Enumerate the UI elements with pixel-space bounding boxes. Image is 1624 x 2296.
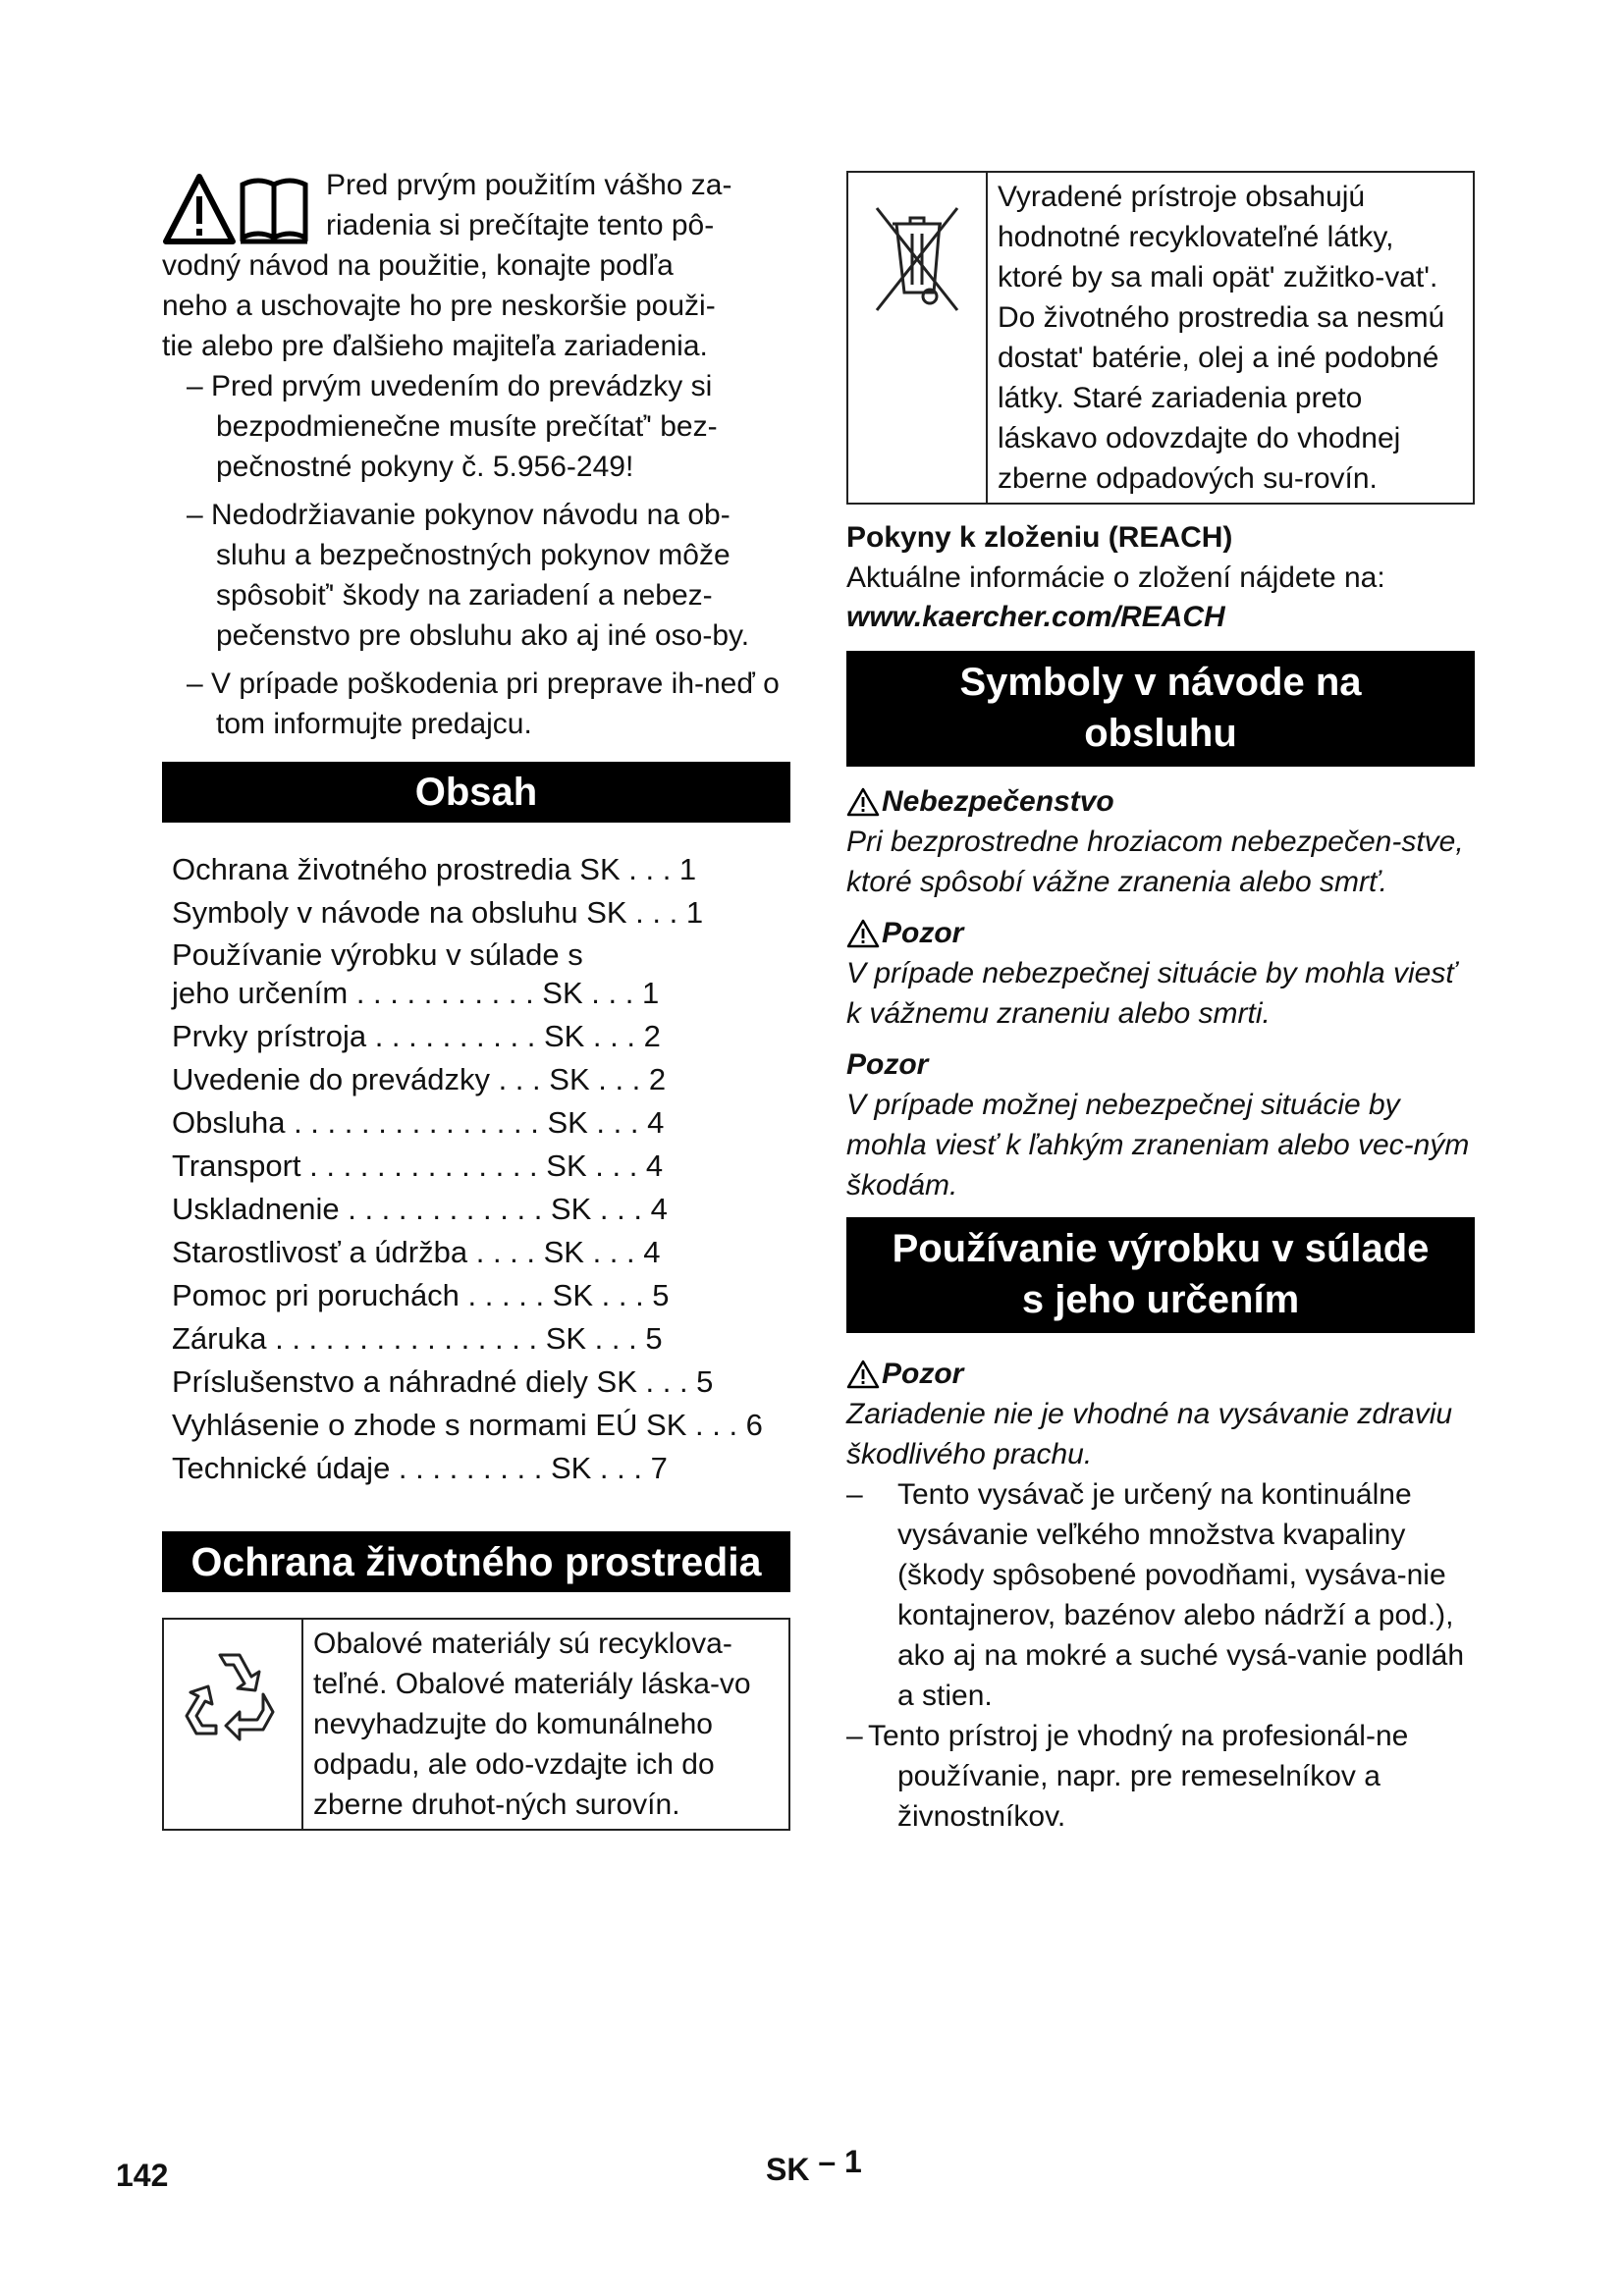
device-disposal-box: [846, 171, 1475, 505]
toc-item[interactable]: Transport . . . . . . . . . . . . . . SK . . . 4: [172, 1148, 664, 1183]
toc-item[interactable]: Technické údaje . . . . . . . . . SK . . . 7: [172, 1451, 668, 1485]
toc-item[interactable]: Príslušenstvo a náhradné diely SK . . . 5: [172, 1364, 714, 1399]
toc-item[interactable]: Obsluha . . . . . . . . . . . . . . . SK . . . 4: [172, 1105, 665, 1140]
reach-title: Pokyny k zloženiu (REACH): [846, 521, 1233, 554]
recycle-icon: [179, 1645, 287, 1753]
device-disposal-text: Vyradené prístroje obsahujú hodnotné recyklovateľné látky, ktoré by sa mali opät' zužitko-vat'. Do životného prostredia sa nesmú dostat' batérie, olej a iné podobné látky. Staré zariadenia preto láskavo odovzdajte do vhodnej zberne odpadových su-rovín.: [998, 181, 1445, 495]
toc-item[interactable]: jeho určením . . . . . . . . . . . SK . . . 1: [172, 976, 660, 1010]
section-heading-symbols: [846, 651, 1475, 767]
intro-line: riadenia si prečítajte tento pô-: [326, 209, 715, 241]
list-item-text: Tento vysávač je určený na kontinuálne vysávanie veľkého množstva kvapaliny (škody spôsobené povodňami, vysáva-nie kontajnerov, bazénov alebo nádrží a pod.), ako aj na mokré a suché vysá-vanie podláh a stien.: [897, 1478, 1465, 1712]
caution-label-text: Pozor: [846, 1048, 929, 1081]
toc-item[interactable]: Vyhlásenie o zhode s normami EÚ SK . . . 6: [172, 1408, 763, 1442]
warning-triangle-icon: [846, 919, 880, 948]
reach-text: Aktuálne informácie o zložení nájdete na:: [846, 561, 1385, 594]
intended-use-list: [846, 1474, 1475, 1837]
table-of-contents: [162, 848, 790, 1490]
toc-item[interactable]: Prvky prístroja . . . . . . . . . . SK . . . 2: [172, 1019, 661, 1053]
reach-link[interactable]: www.kaercher.com/REACH: [846, 601, 1225, 633]
danger-label: [846, 782, 1475, 822]
recycle-icon-cell: [164, 1620, 303, 1829]
list-dash: –: [846, 1720, 863, 1752]
intro-line: neho a uschovajte ho pre neskoršie použi-: [162, 290, 716, 322]
warning-triangle-icon: [846, 787, 880, 817]
warning-read-manual-icon: [162, 169, 314, 245]
intro-line: Pred prvým použitím vášho za-: [326, 169, 732, 201]
section-code: SK: [766, 2152, 810, 2187]
crossed-bin-icon: [863, 194, 971, 322]
list-item: [846, 1474, 1475, 1716]
symbols-title-line: obsluhu: [1084, 712, 1237, 755]
intended-use-warning-text: Zariadenie nie je vhodné na vysávanie zdraviu škodlivého prachu.: [846, 1398, 1453, 1470]
warning-text: V prípade nebezpečnej situácie by mohla viesť k vážnemu zraneniu alebo smrti.: [846, 957, 1456, 1030]
section-heading-obsah: Obsah: [162, 762, 790, 823]
left-column: [162, 165, 790, 1831]
intended-use-warning-label: [846, 1355, 1475, 1394]
bullet-item: – Pred prvým uvedením do prevádzky si bezpodmienečne musíte prečítať' bez-pečnostné pokyny č. 5.956-249!: [187, 370, 718, 483]
warning-label-text: Pozor: [882, 917, 964, 949]
packaging-text: Obalové materiály sú recyklova-teľné. Obalové materiály láska-vo nevyhadzujte do komunálneho odpadu, ale odo-vzdajte ich do zberne druhot-ných surovín.: [313, 1628, 751, 1821]
right-column: [846, 171, 1475, 1837]
packaging-recycling-box: [162, 1618, 790, 1831]
toc-item[interactable]: Ochrana životného prostredia SK . . . 1: [172, 852, 697, 886]
warning-triangle-icon: [846, 1360, 880, 1389]
intro-line: vodný návod na použitie, konajte podľa: [162, 249, 674, 282]
caution-label: [846, 1045, 1475, 1085]
toc-item[interactable]: Záruka . . . . . . . . . . . . . . . . SK . . . 5: [172, 1321, 663, 1356]
list-item: [846, 1716, 1475, 1837]
bullet-item: – V prípade poškodenia pri preprave ih-neď o tom informujte predajcu.: [187, 667, 780, 740]
symbols-title-line: Symboly v návode na: [959, 661, 1362, 704]
toc-item[interactable]: Symboly v návode na obsluhu SK . . . 1: [172, 895, 704, 930]
section-heading-environment: Ochrana životného prostredia: [162, 1531, 790, 1592]
bullet-item: – Nedodržiavanie pokynov návodu na ob-sluhu a bezpečnostných pokynov môže spôsobiť' škody na zariadení a nebez-pečenstvo pre obsluhu ako aj iné oso-by.: [187, 499, 750, 652]
section-heading-intended-use: [846, 1217, 1475, 1333]
list-dash: –: [846, 1478, 863, 1511]
intended-use-title-line: s jeho určením: [1021, 1278, 1300, 1321]
disposal-icon-cell: [848, 173, 988, 503]
intro-line: tie alebo pre ďalšieho majiteľa zariadenia.: [162, 330, 708, 362]
intended-use-warning-label-text: Pozor: [882, 1358, 964, 1390]
danger-label-text: Nebezpečenstvo: [882, 785, 1114, 818]
toc-item[interactable]: Uskladnenie . . . . . . . . . . . . SK . . . 4: [172, 1192, 668, 1226]
warning-label: [846, 914, 1475, 953]
toc-item[interactable]: Pomoc pri poruchách . . . . . SK . . . 5: [172, 1278, 670, 1312]
intended-use-title-line: Používanie výrobku v súlade: [892, 1227, 1430, 1270]
toc-item[interactable]: Uvedenie do prevádzky . . . SK . . . 2: [172, 1062, 667, 1096]
section-page-label: [766, 2144, 862, 2188]
caution-text: V prípade možnej nebezpečnej situácie by mohla viesť k ľahkým zraneniam alebo vec-ným škodám.: [846, 1089, 1470, 1201]
intro-block: [162, 165, 790, 366]
list-item-text: Tento prístroj je vhodný na profesionál-ne používanie, napr. pre remeselníkov a živnostníkov.: [868, 1720, 1409, 1833]
toc-item[interactable]: Používanie výrobku v súlade s: [172, 937, 583, 972]
safety-bullets: [162, 366, 790, 744]
toc-item[interactable]: Starostlivosť a údržba . . . . SK . . . 4: [172, 1235, 661, 1269]
danger-text: Pri bezprostredne hroziacom nebezpečen-stve, ktoré spôsobí vážne zranenia alebo smrť.: [846, 826, 1464, 898]
page-number: 142: [116, 2158, 169, 2193]
section-page: – 1: [818, 2144, 862, 2179]
